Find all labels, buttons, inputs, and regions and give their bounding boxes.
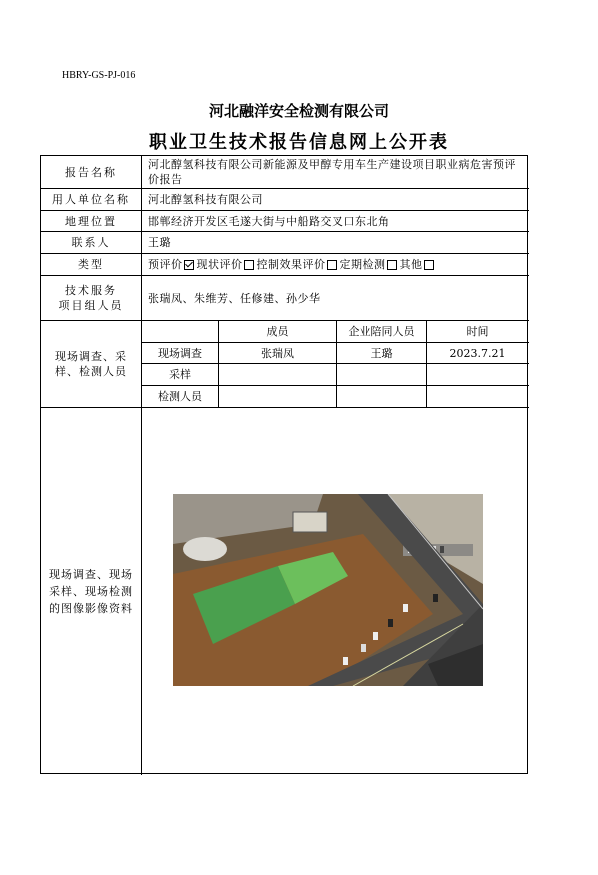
checkbox-icon [244, 260, 254, 270]
contact-value: 王璐 [148, 236, 171, 249]
testing-row-name: 检测人员 [158, 390, 202, 403]
team-label [41, 276, 141, 320]
survey-row-name: 现场调查 [158, 346, 202, 360]
location-value: 邯郸经济开发区毛遂大街与中船路交叉口东北角 [148, 214, 390, 228]
checkbox-icon [424, 260, 434, 270]
sampling-row-name: 采样 [169, 368, 191, 381]
survey-row-time: 2023.7.21 [449, 346, 506, 360]
report-name-value: 河北醇氢科技有限公司新能源及甲醇专用车生产建设项目职业病危害预评价报告 [148, 158, 516, 186]
document-code: HBRY-GS-PJ-016 [62, 70, 136, 81]
site-aerial-photo [173, 494, 483, 686]
survey-row-company-staff: 王璐 [370, 346, 393, 360]
page-title: 职业卫生技术报告信息网上公开表 [149, 132, 449, 153]
type-label: 类型 [78, 258, 104, 271]
checked-checkbox-icon [184, 260, 194, 270]
checkbox-icon [327, 260, 337, 270]
location-label: 地理位置 [65, 214, 117, 228]
report-name-label: 报告名称 [65, 165, 117, 179]
image-section-label: 现场调查、现场采样、现场检测的图像影像资料 [49, 567, 133, 615]
type-options [142, 254, 528, 275]
team-value: 张瑞凤、朱维芳、任修建、孙少华 [148, 291, 321, 305]
header-member: 成员 [266, 325, 289, 338]
survey-label: 现场调查、采样、检测人员 [55, 350, 127, 378]
employer-label: 用人单位名称 [52, 193, 130, 206]
team-label-line1: 技术服务 [65, 284, 117, 297]
team-label-line2: 项目组人员 [58, 299, 124, 312]
contact-label: 联系人 [71, 236, 111, 249]
header-time: 时间 [466, 325, 489, 338]
type-option-periodic-testing: 定期检测 [340, 257, 400, 272]
survey-row-member: 张瑞凤 [261, 346, 294, 360]
type-option-control-evaluation: 控制效果评价 [257, 257, 340, 272]
company-name: 河北融洋安全检测有限公司 [208, 102, 389, 120]
employer-value: 河北醇氢科技有限公司 [148, 193, 263, 206]
type-option-other: 其他 [400, 257, 437, 272]
checkbox-icon [387, 260, 397, 270]
header-company-staff: 企业陪同人员 [348, 325, 415, 338]
type-option-pre-evaluation: 预评价 [148, 257, 197, 272]
type-option-status-evaluation: 现状评价 [197, 257, 257, 272]
